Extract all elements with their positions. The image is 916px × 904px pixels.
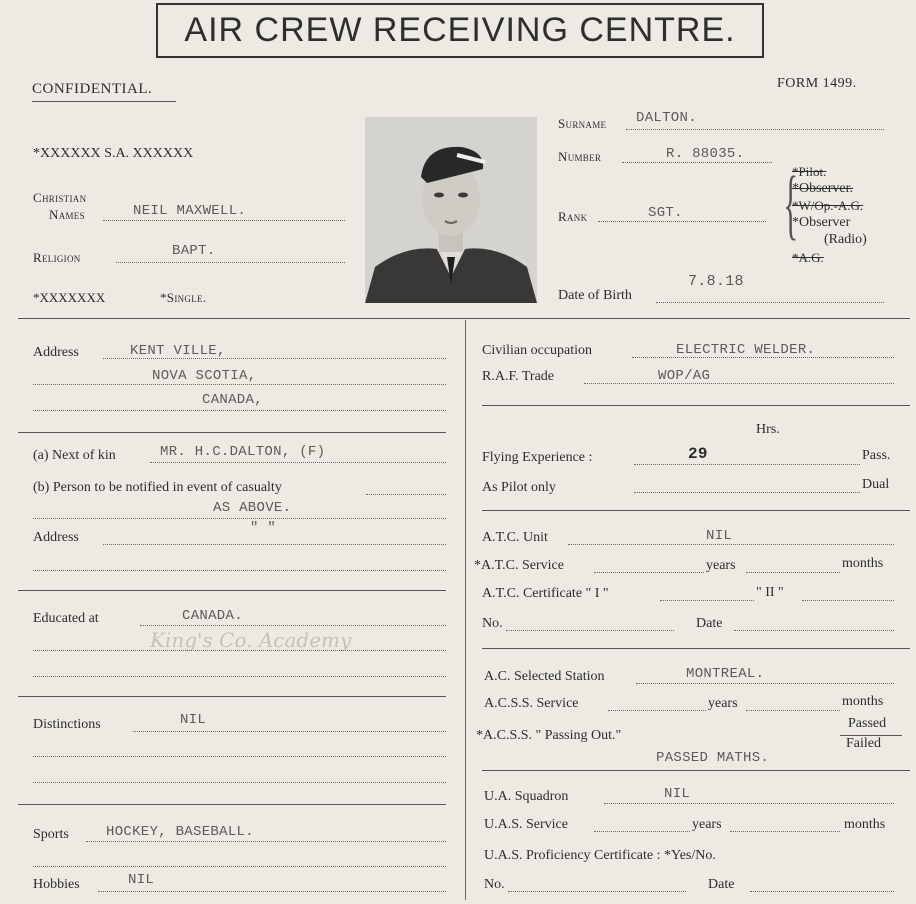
sports-dots: [86, 841, 446, 842]
christian-names-value: NEIL MAXWELL.: [133, 203, 247, 219]
uas-months-label: months: [844, 817, 886, 832]
distinctions-label: Distinctions: [33, 717, 101, 732]
address-line-1: KENT VILLE,: [130, 343, 226, 359]
kin-address-dots-1: [103, 544, 446, 545]
atc-cert-dots: [660, 600, 754, 601]
atc-unit-dots: [568, 544, 894, 545]
dob-dots: [656, 302, 884, 303]
kin-address-ditto: " ": [250, 520, 277, 536]
dob-value: 7.8.18: [688, 273, 744, 290]
confidential-label: CONFIDENTIAL.: [32, 81, 153, 97]
form-title: AIR CREW RECEIVING CENTRE.: [156, 3, 764, 58]
casualty-dots-2: [33, 518, 446, 519]
pass-label: Pass.: [862, 448, 891, 463]
education-separator: [18, 696, 446, 697]
number-dots: [622, 162, 772, 163]
ac-separator: [482, 770, 910, 771]
ac-station-value: MONTREAL.: [686, 666, 765, 682]
surname-dots: [626, 129, 884, 130]
christian-names-dots: [103, 220, 345, 221]
failed-label: Failed: [846, 736, 881, 751]
flying-experience-dots: [634, 464, 860, 465]
civilian-occupation-label: Civilian occupation: [482, 343, 593, 358]
hobbies-dots: [98, 891, 446, 892]
casualty-value: AS ABOVE.: [213, 500, 292, 516]
flying-experience-label: Flying Experience :: [482, 450, 593, 465]
ua-squadron-value: NIL: [664, 786, 691, 802]
educated-value: CANADA.: [182, 608, 243, 624]
acss-passing-note: PASSED MATHS.: [656, 750, 770, 766]
role-observer: [792, 181, 853, 197]
role-radio: (Radio): [824, 232, 867, 247]
uas-proficiency-label: U.A.S. Proficiency Certificate : *Yes/No.: [484, 848, 716, 863]
top-separator: [18, 318, 910, 319]
casualty-label: (b) Person to be notified in event of casualty: [33, 480, 282, 495]
ua-squadron-dots: [604, 803, 894, 804]
atc-date-label: Date: [696, 616, 723, 631]
atc-cert-ii-dots: [802, 600, 894, 601]
religion-dots: [116, 262, 345, 263]
address-label: Address: [33, 345, 79, 360]
acss-years-label: years: [708, 696, 738, 711]
casualty-dots: [366, 494, 446, 495]
pilot-only-label: As Pilot only: [482, 480, 556, 495]
acss-months-label: months: [842, 694, 884, 709]
pilot-only-dots: [634, 492, 860, 493]
ac-station-label: A.C. Selected Station: [484, 669, 605, 684]
dual-label: Dual: [862, 477, 890, 492]
atc-unit-label: A.T.C. Unit: [482, 530, 548, 545]
acss-passing-out-label: *A.C.S.S. " Passing Out.": [476, 728, 622, 743]
educated-dots-2: [33, 650, 446, 651]
atc-certificate-label: A.T.C. Certificate " I ": [482, 586, 609, 601]
religion-value: BAPT.: [172, 243, 216, 259]
atc-unit-value: NIL: [706, 528, 733, 544]
next-of-kin-dots: [150, 462, 446, 463]
raf-trade-dots: [584, 383, 894, 384]
educated-dots-3: [33, 676, 446, 677]
uas-date-dots: [750, 891, 894, 892]
number-value: R. 88035.: [666, 146, 745, 162]
sports-dots-2: [33, 866, 446, 867]
kin-address-label: Address: [33, 530, 79, 545]
educated-handwritten: King's Co. Academy: [150, 628, 352, 652]
atc-months-label: months: [842, 556, 884, 571]
educated-label: Educated at: [33, 611, 99, 626]
address-separator: [18, 432, 446, 433]
uas-service-dots: [594, 831, 690, 832]
kin-separator: [18, 590, 446, 591]
rank-dots: [598, 221, 766, 222]
role-observer-radio: *Observer: [792, 215, 851, 230]
hobbies-label: Hobbies: [33, 877, 80, 892]
role-pilot: *Pilot.: [792, 164, 827, 179]
dob-label: Date of Birth: [558, 288, 632, 303]
christian-names-label-1: Christian: [33, 190, 87, 205]
sports-value: HOCKEY, BASEBALL.: [106, 824, 254, 840]
column-divider: [465, 320, 466, 900]
atc-no-dots: [506, 630, 674, 631]
kin-address-dots-2: [33, 570, 446, 571]
educated-dots-1: [140, 625, 446, 626]
distinctions-dots-3: [33, 782, 446, 783]
address-dots-3: [33, 410, 446, 411]
atc-years-label: years: [706, 558, 736, 573]
religion-label: Religion: [33, 250, 81, 265]
role-wop-ag: *W/Op.-A.G.: [792, 198, 864, 213]
next-of-kin-label: (a) Next of kin: [33, 448, 116, 463]
single-label: *Single.: [160, 290, 207, 305]
uas-no-label: No.: [484, 877, 505, 892]
uas-years-label: years: [692, 817, 722, 832]
raf-trade-value: WOP/AG: [658, 368, 711, 384]
distinctions-value: NIL: [180, 712, 207, 728]
trade-separator: [482, 405, 910, 406]
atc-cert-ii-label: " II ": [756, 585, 784, 600]
flying-experience-value: 29: [688, 445, 708, 463]
acss-years-dots: [746, 710, 840, 711]
atc-service-label: *A.T.C. Service: [474, 558, 564, 573]
atc-separator: [482, 648, 910, 649]
uas-date-label: Date: [708, 877, 735, 892]
atc-no-label: No.: [482, 616, 503, 631]
married-label: *XXXXXXX: [33, 290, 106, 305]
form-number: FORM 1499.: [777, 76, 857, 91]
distinctions-separator: [18, 804, 446, 805]
address-dots-2: [33, 384, 446, 385]
address-line-2: NOVA SCOTIA,: [152, 368, 257, 384]
hobbies-value: NIL: [128, 872, 155, 888]
distinctions-dots-1: [133, 731, 446, 732]
ac-station-dots: [636, 683, 894, 684]
acss-service-dots: [608, 710, 706, 711]
next-of-kin-value: MR. H.C.DALTON, (F): [160, 444, 326, 460]
distinctions-dots-2: [33, 756, 446, 757]
surname-label: Surname: [558, 116, 607, 131]
role-ag: *A.G.: [792, 250, 824, 265]
number-label: Number: [558, 149, 602, 164]
photo: [365, 117, 537, 303]
ua-squadron-label: U.A. Squadron: [484, 789, 569, 804]
rank-value: SGT.: [648, 205, 683, 221]
rank-brace: {: [783, 160, 799, 247]
hrs-label: Hrs.: [756, 422, 780, 437]
uas-years-dots: [730, 831, 840, 832]
uas-no-dots: [508, 891, 686, 892]
atc-date-dots: [734, 630, 894, 631]
surname-value: DALTON.: [636, 110, 697, 126]
rank-label: Rank: [558, 209, 588, 224]
passed-label: Passed: [848, 716, 887, 731]
civilian-occupation-value: ELECTRIC WELDER.: [676, 342, 816, 358]
uas-service-label: U.A.S. Service: [484, 817, 568, 832]
atc-service-dots: [594, 572, 704, 573]
atc-years-dots: [746, 572, 840, 573]
role-observer-text: *Observer.: [792, 181, 854, 196]
sports-label: Sports: [33, 827, 69, 842]
acss-service-label: A.C.S.S. Service: [484, 696, 579, 711]
address-line-3: CANADA,: [202, 392, 263, 408]
flying-separator: [482, 510, 910, 511]
christian-names-label-2: Names: [49, 207, 85, 222]
confidential-underline: [32, 101, 176, 102]
service-line: *XXXXXX S.A. XXXXXX: [33, 146, 194, 161]
raf-trade-label: R.A.F. Trade: [482, 369, 555, 384]
